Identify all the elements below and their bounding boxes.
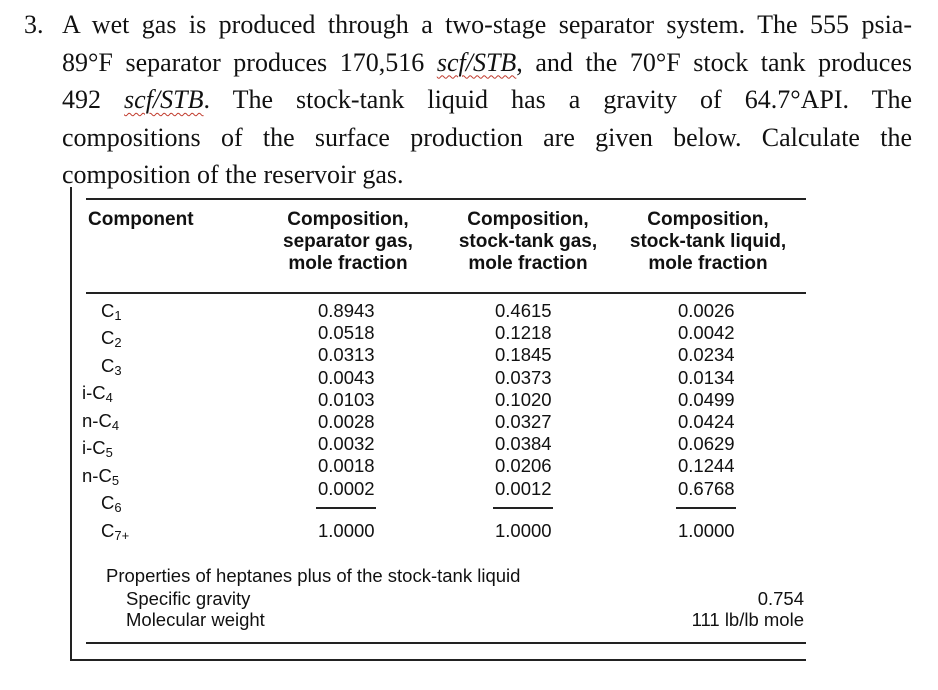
table-cell: 0.0424 (678, 411, 735, 433)
header-separator-gas: Composition, separator gas, mole fraction (283, 209, 413, 274)
unit-scf-stb: scf/STB (124, 85, 204, 114)
table-cell: 0.1218 (495, 322, 552, 344)
table-cell: 0.0518 (318, 322, 375, 344)
table-cell: 0.0028 (318, 411, 375, 433)
table-cell: 0.8943 (318, 300, 375, 321)
table-cell: 0.0018 (318, 455, 375, 477)
molecular-weight-value: 111 lb/lb mole (691, 609, 804, 630)
table-cell: 0.0103 (318, 388, 375, 410)
table-cell: 0.0012 (495, 477, 552, 499)
problem-line-4: compositions of the surface production are given below. Calculate the (62, 122, 912, 152)
table-cell: 0.0206 (495, 455, 552, 477)
table-cell: 0.0002 (318, 477, 375, 499)
table-cell: 0.0499 (678, 388, 735, 410)
stock-tank-liquid-column (678, 300, 735, 500)
header-component: Component (88, 209, 194, 230)
component-name: $C_3$ (101, 354, 122, 379)
component-name: $i-C_4$ (82, 382, 113, 406)
component-name: $C_{7+}$ (101, 519, 130, 543)
table-cell: 0.6768 (678, 477, 735, 499)
table-cell: 0.4615 (495, 300, 552, 321)
sum-rule (316, 507, 376, 509)
table-cell: 0.0032 (318, 433, 375, 455)
table-cell: 0.1845 (495, 344, 552, 366)
table-cell: 0.0043 (318, 366, 375, 388)
component-name: $n-C_4$ (82, 409, 120, 433)
table-cell: 0.0134 (678, 366, 735, 388)
component-name: $C_1$ (101, 300, 122, 324)
total-stock-tank-liquid: 1.0000 (678, 520, 735, 541)
header-stock-tank-liquid: Composition, stock-tank liquid, mole fraction (629, 209, 787, 274)
table-bottom-rule (86, 642, 806, 644)
properties-title: Properties of heptanes plus of the stock-tank liquid (106, 565, 521, 586)
table-cell: 0.0026 (678, 300, 735, 321)
table-cell: 0.0327 (495, 411, 552, 433)
component-name: $i-C_5$ (82, 437, 113, 461)
total-stock-tank-gas: 1.0000 (495, 520, 552, 541)
table-cell: 0.0384 (495, 433, 552, 455)
header-stock-tank-gas: Composition, stock-tank gas, mole fraction (458, 209, 598, 274)
problem-line-1: 3. A wet gas is produced through a two-stage separator system. The 555 psia- (24, 6, 912, 44)
problem-number: 3. (24, 10, 44, 39)
composition-table (70, 187, 806, 661)
specific-gravity-value: 0.754 (757, 588, 804, 609)
problem-line-2: 89°F separator produces 170,516 scf/STB, and the 70°F stock tank produces (62, 47, 912, 77)
table-cell: 0.0042 (678, 322, 735, 344)
table-cell: 0.1020 (495, 388, 552, 410)
problem-line-3: 492 scf/STB. The stock-tank liquid has a gravity of 64.7°API. The (62, 85, 912, 114)
unit-scf-stb: scf/STB (436, 47, 517, 77)
component-name: $C_6$ (101, 492, 122, 516)
component-name: $C_2$ (101, 327, 122, 351)
table-top-rule (86, 198, 806, 200)
problem-statement (24, 6, 912, 194)
stock-tank-gas-column (495, 300, 552, 500)
table-cell: 0.1244 (678, 455, 735, 477)
component-names-column (82, 300, 142, 547)
sum-rule (676, 507, 736, 509)
sum-rule (493, 507, 553, 509)
table-cell: 0.0313 (318, 344, 375, 366)
total-separator-gas: 1.0000 (318, 520, 375, 541)
separator-gas-column (318, 300, 375, 500)
component-name: $n-C_5$ (82, 464, 120, 488)
molecular-weight-label: Molecular weight (126, 609, 265, 630)
problem-line-5: composition of the reservoir gas. (62, 160, 404, 189)
table-header-rule (86, 292, 806, 294)
table-cell: 0.0373 (495, 366, 552, 388)
specific-gravity-label: Specific gravity (126, 588, 251, 609)
table-cell: 0.0629 (678, 433, 735, 455)
table-cell: 0.0234 (678, 344, 735, 366)
